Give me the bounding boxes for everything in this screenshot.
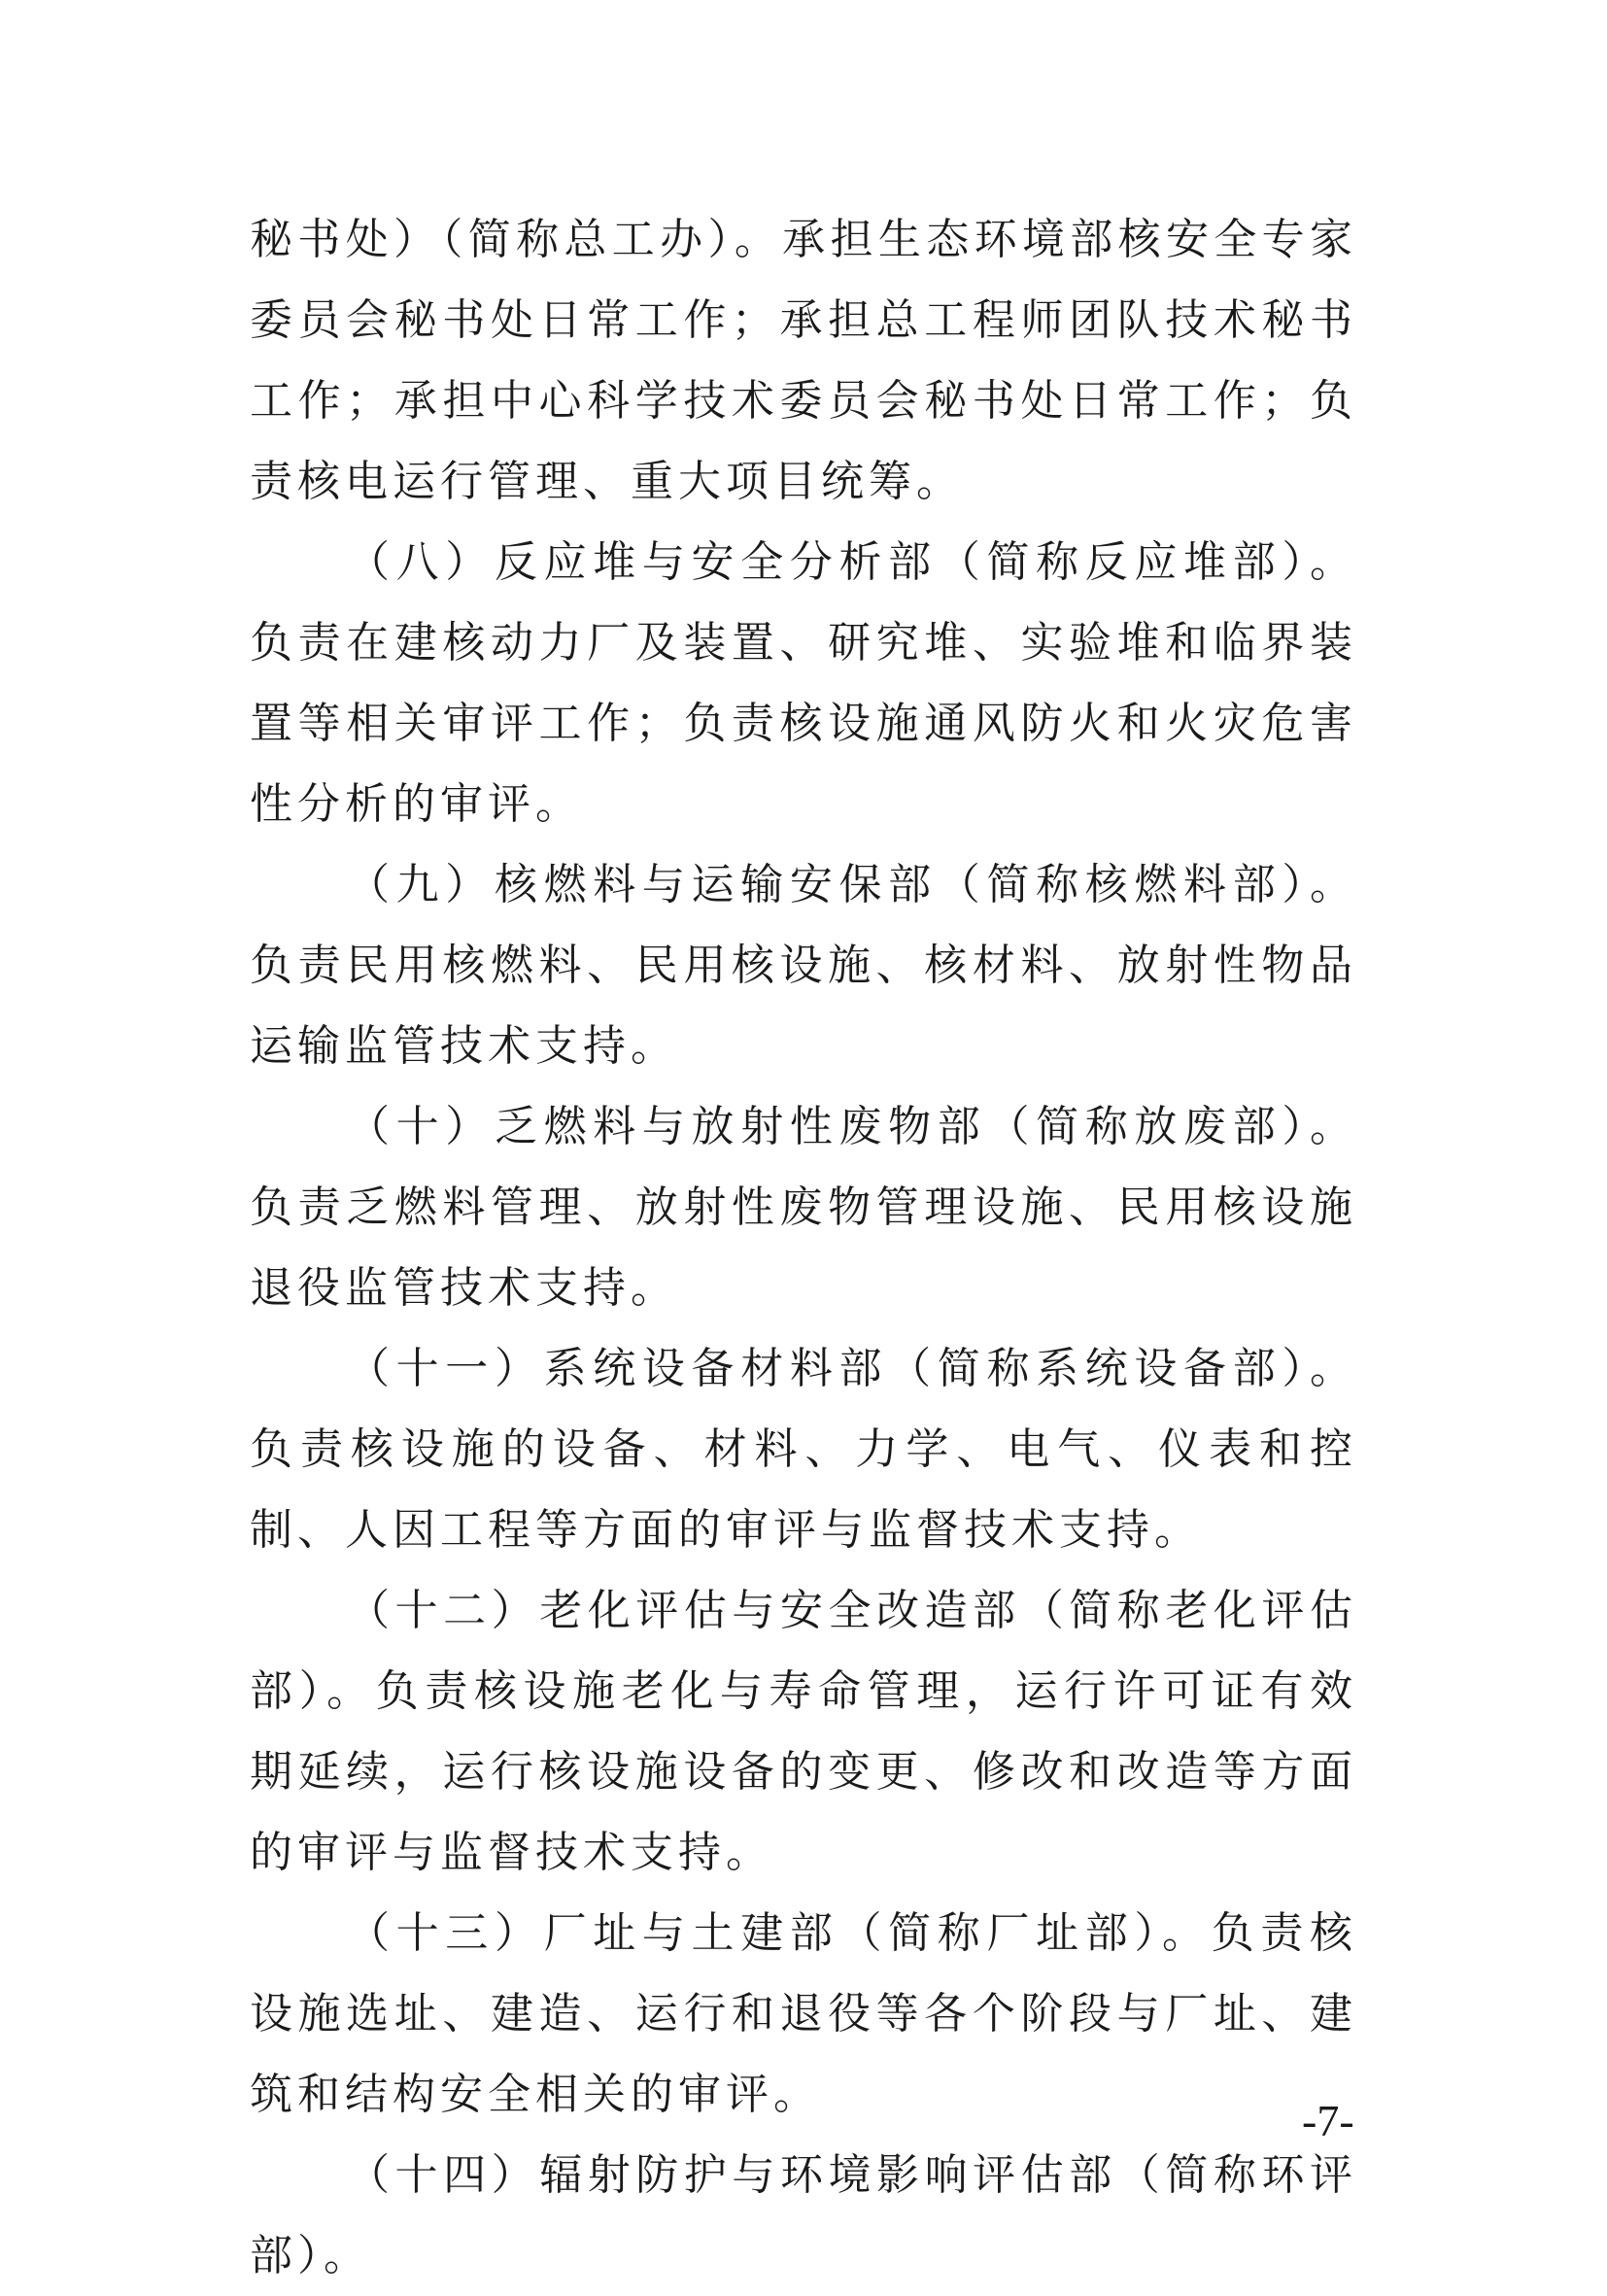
page-number: -7- bbox=[1302, 2096, 1354, 2145]
paragraph-reactor-safety-analysis-dept: （八）反应堆与安全分析部（简称反应堆部）。负责在建核动力厂及装置、研究堆、实验堆和临界装置等相关审评工作；负责核设施通风防火和火灾危害性分析的审评。 bbox=[250, 537, 1357, 829]
paragraph-spent-fuel-waste-dept: （十）乏燃料与放射性废物部（简称放废部）。负责乏燃料管理、放射性废物管理设施、民用核设施退役监管技术支持。 bbox=[250, 1102, 1357, 1313]
paragraph-aging-assessment-dept: （十二）老化评估与安全改造部（简称老化评估部）。负责核设施老化与寿命管理，运行许可证有效期延续，运行核设施设备的变更、修改和改造等方面的审评与监督技术支持。 bbox=[250, 1586, 1357, 1877]
paragraph-radiation-environment-dept: （十四）辐射防护与环境影响评估部（简称环评部）。 bbox=[250, 2150, 1357, 2280]
paragraph-nuclear-fuel-transport-dept: （九）核燃料与运输安保部（简称核燃料部）。负责民用核燃料、民用核设施、核材料、放射性物品运输监管技术支持。 bbox=[250, 860, 1357, 1071]
paragraph-system-equipment-dept: （十一）系统设备材料部（简称系统设备部）。负责核设施的设备、材料、力学、电气、仪表和控制、人因工程等方面的审评与监督技术支持。 bbox=[250, 1344, 1357, 1555]
paragraph-site-civil-dept: （十三）厂址与土建部（简称厂址部）。负责核设施选址、建造、运行和退役等各个阶段与厂址、建筑和结构安全相关的审评。 bbox=[250, 1908, 1357, 2119]
body-text bbox=[250, 199, 1357, 2296]
paragraph-continued-general-office: 秘书处）（简称总工办）。承担生态环境部核安全专家委员会秘书处日常工作；承担总工程师团队技术秘书工作；承担中心科学技术委员会秘书处日常工作；负责核电运行管理、重大项目统筹。 bbox=[250, 215, 1357, 506]
